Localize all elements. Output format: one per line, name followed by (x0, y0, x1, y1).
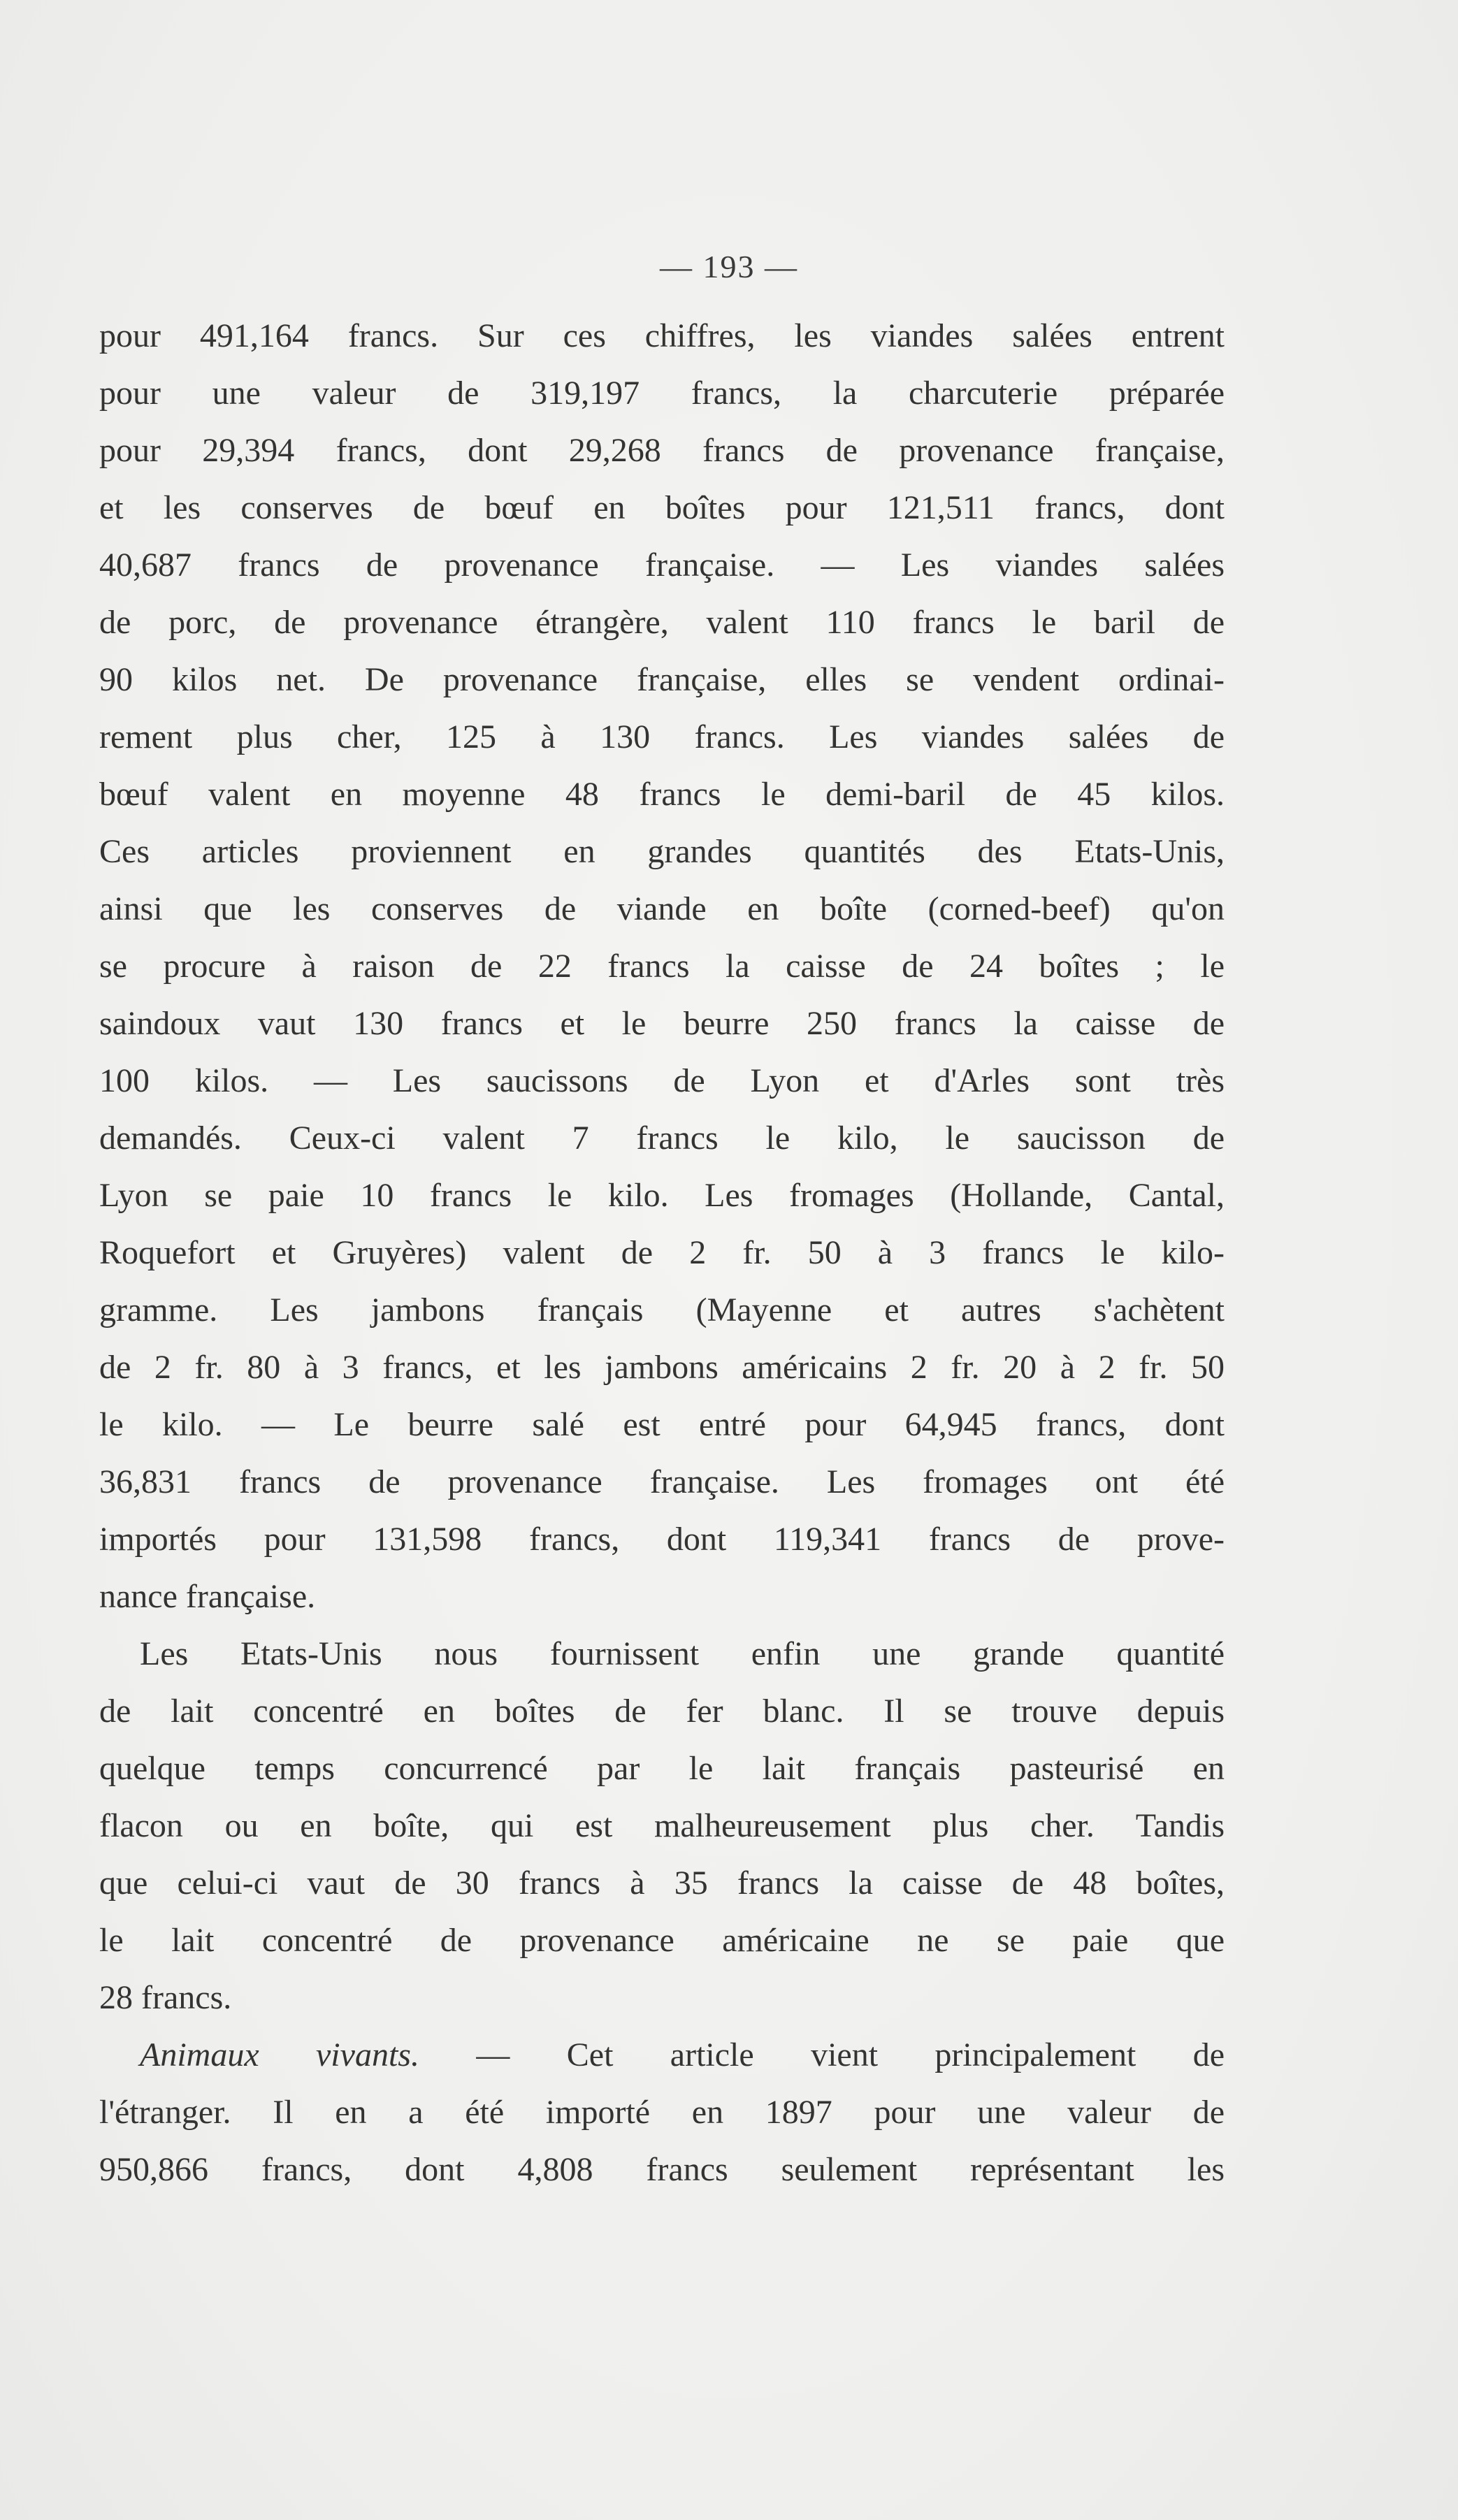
text-line: 28 francs. (99, 1979, 232, 2016)
text-line: l'étranger. Il en a été importé en 1897 pour une valeur de (99, 2094, 1225, 2131)
text-line: pour 29,394 francs, dont 29,268 francs de provenance française, (99, 432, 1225, 469)
text-line: 90 kilos net. De provenance française, elles se vendent ordinai- (99, 661, 1225, 698)
text-line: 40,687 francs de provenance française. — Les viandes salées (99, 546, 1225, 584)
text-line: Les Etats-Unis nous fournissent enfin une grande quantité (140, 1635, 1225, 1672)
text-line: se procure à raison de 22 francs la caisse de 24 boîtes ; le (99, 948, 1225, 985)
text-line: que celui-ci vaut de 30 francs à 35 francs la caisse de 48 boîtes, (99, 1864, 1225, 1902)
text-line: bœuf valent en moyenne 48 francs le demi-baril de 45 kilos. (99, 776, 1225, 813)
text-line: pour 491,164 francs. Sur ces chiffres, les viandes salées entrent (99, 317, 1225, 354)
text-line: flacon ou en boîte, qui est malheureusement plus cher. Tandis (99, 1807, 1225, 1844)
text-line: Lyon se paie 10 francs le kilo. Les fromages (Hollande, Cantal, (99, 1177, 1225, 1214)
text-line: ainsi que les conserves de viande en boîte (corned-beef) qu'on (99, 890, 1225, 927)
text-line: de lait concentré en boîtes de fer blanc. Il se trouve depuis (99, 1693, 1225, 1730)
text-line: le lait concentré de provenance américaine ne se paie que (99, 1922, 1225, 1959)
heading-separator: — (476, 2036, 510, 2073)
text-line: quelque temps concurrencé par le lait français pasteurisé en (99, 1750, 1225, 1787)
body-text (99, 307, 1225, 2199)
text-line: Ces articles proviennent en grandes quantités des Etats-Unis, (99, 833, 1225, 870)
text-line: saindoux vaut 130 francs et le beurre 250 francs la caisse de (99, 1005, 1225, 1042)
text-line: Roquefort et Gruyères) valent de 2 fr. 50 à 3 francs le kilo- (99, 1234, 1225, 1271)
page-number: — 193 — (660, 249, 798, 284)
text-line: gramme. Les jambons français (Mayenne et autres s'achètent (99, 1291, 1225, 1328)
text-line: nance française. (99, 1578, 316, 1615)
text-line: 100 kilos. — Les saucissons de Lyon et d'Arles sont très (99, 1062, 1225, 1099)
text-line: rement plus cher, 125 à 130 francs. Les viandes salées de (99, 718, 1225, 755)
text-line: et les conserves de bœuf en boîtes pour 121,511 francs, dont (99, 489, 1225, 526)
text-line: 36,831 francs de provenance française. Les fromages ont été (99, 1463, 1225, 1500)
text-line: 950,866 francs, dont 4,808 francs seulement représentant les (99, 2151, 1225, 2188)
section-heading: Animaux vivants. (140, 2036, 419, 2073)
text-line: le kilo. — Le beurre salé est entré pour 64,945 francs, dont (99, 1406, 1225, 1443)
text-line: de porc, de provenance étrangère, valent 110 francs le baril de (99, 604, 1225, 641)
text-line: demandés. Ceux-ci valent 7 francs le kilo, le saucisson de (99, 1120, 1225, 1157)
text-line: pour une valeur de 319,197 francs, la charcuterie préparée (99, 375, 1225, 412)
section-line (99, 2027, 1225, 2084)
text-line: importés pour 131,598 francs, dont 119,341 francs de prove- (99, 1521, 1225, 1558)
text-line: de 2 fr. 80 à 3 francs, et les jambons américains 2 fr. 20 à 2 fr. 50 (99, 1349, 1225, 1386)
section-line-text: Cet article vient principalement de (566, 2036, 1225, 2073)
